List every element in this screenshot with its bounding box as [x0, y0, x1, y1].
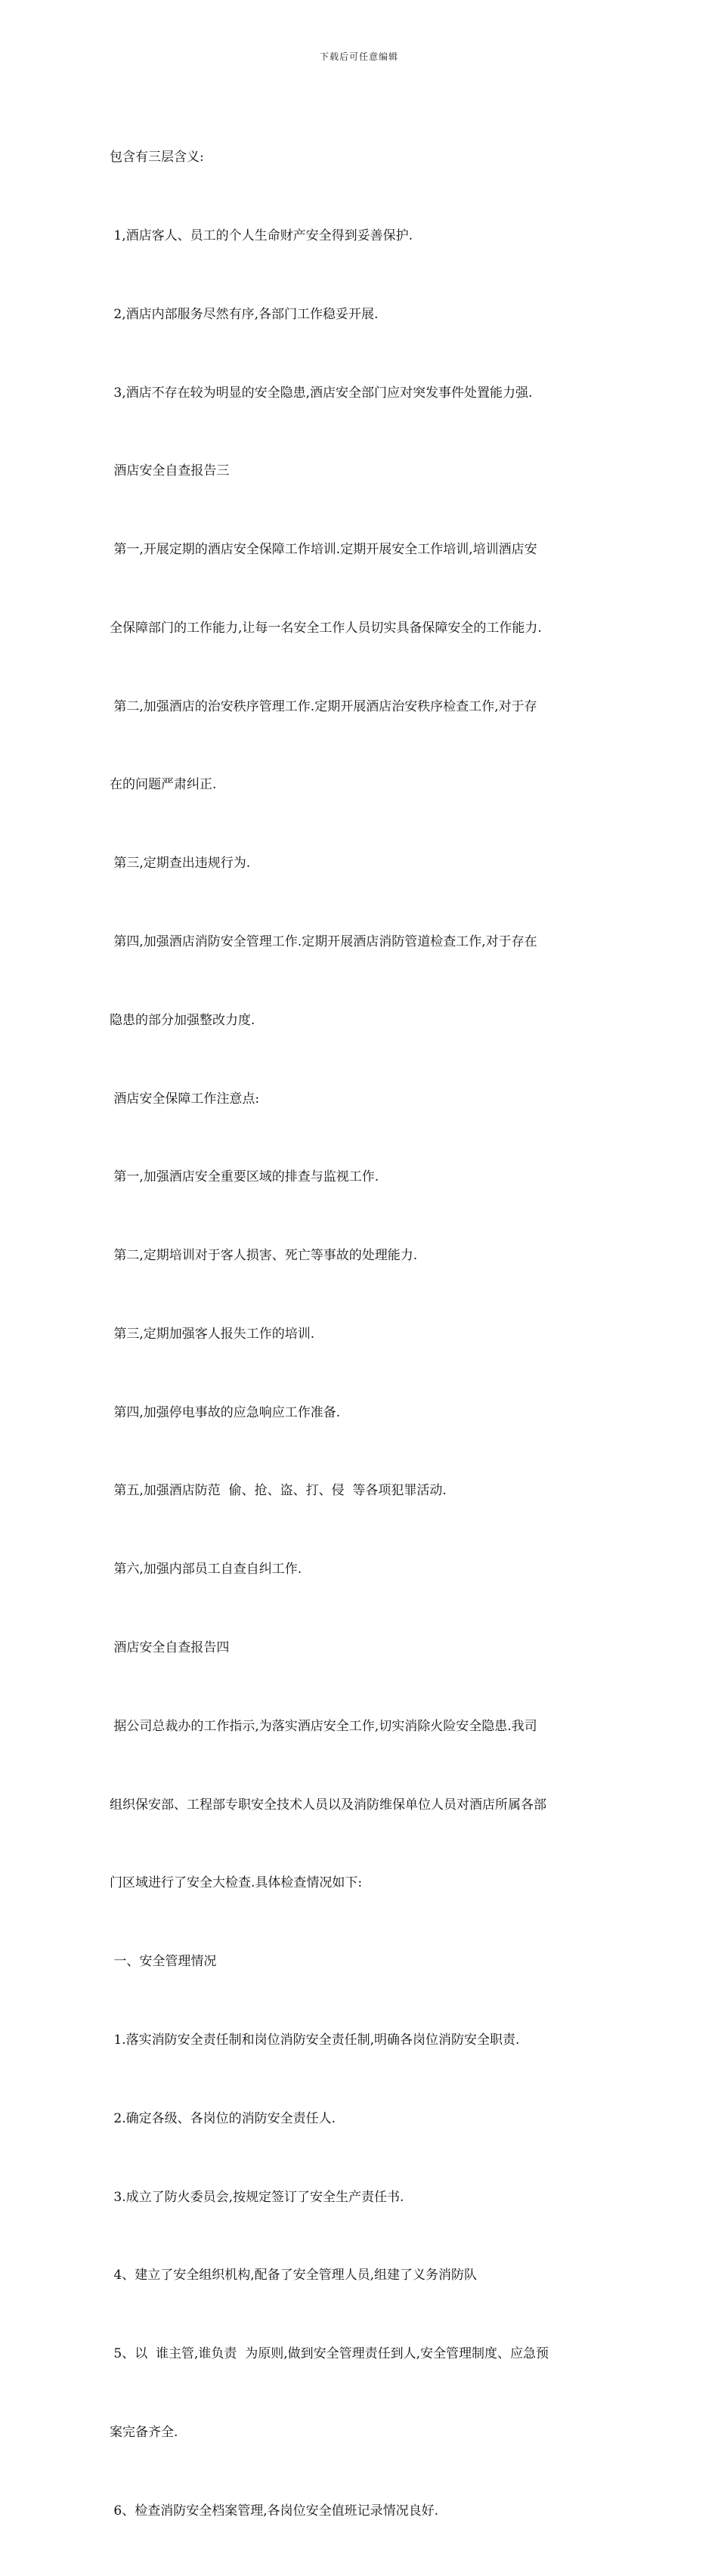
text-line: 5、以 谁主管,谁负责 为原则,做到安全管理责任到人,安全管理制度、应急预	[110, 2346, 549, 2362]
text-line: 1,酒店客人、员工的个人生命财产安全得到妥善保护.	[110, 228, 413, 243]
text-line: 第四,加强酒店消防安全管理工作.定期开展酒店消防管道检查工作,对于存在	[110, 934, 537, 949]
text-line: 门区域进行了安全大检查.具体检查情况如下:	[110, 1875, 363, 1891]
text-line: 1.落实消防安全责任制和岗位消防安全责任制,明确各岗位消防安全职责.	[110, 2032, 520, 2048]
text-line: 第三,定期加强客人报失工作的培训.	[110, 1326, 315, 1342]
text-line: 3.成立了防火委员会,按规定签订了安全生产责任书.	[110, 2189, 404, 2205]
text-line: 3,酒店不存在较为明显的安全隐患,酒店安全部门应对突发事件处置能力强.	[110, 385, 533, 401]
text-line: 6、检查消防安全档案管理,各岗位安全值班记录情况良好.	[110, 2503, 439, 2519]
section-heading: 酒店安全自查报告三	[110, 463, 230, 479]
text-line: 2,酒店内部服务尽然有序,各部门工作稳妥开展.	[110, 306, 379, 322]
text-line: 据公司总裁办的工作指示,为落实酒店安全工作,切实消除火险安全隐患.我司	[110, 1718, 537, 1734]
text-line: 组织保安部、工程部专职安全技术人员以及消防维保单位人员对酒店所属各部	[110, 1797, 546, 1813]
section-heading: 酒店安全自查报告四	[110, 1640, 230, 1656]
text-line: 案完备齐全.	[110, 2424, 178, 2440]
text-line: 隐患的部分加强整改力度.	[110, 1012, 255, 1028]
text-line: 第四,加强停电事故的应急响应工作准备.	[110, 1404, 341, 1420]
page-header: 下载后可任意编辑	[319, 51, 398, 62]
section-heading: 酒店安全保障工作注意点:	[110, 1091, 260, 1107]
text-line: 第一,加强酒店安全重要区域的排查与监视工作.	[110, 1169, 379, 1185]
text-line: 2.确定各级、各岗位的消防安全责任人.	[110, 2110, 336, 2126]
text-line: 第一,开展定期的酒店安全保障工作培训.定期开展安全工作培训,培训酒店安	[110, 542, 537, 558]
text-line: 第二,定期培训对于客人损害、死亡等事故的处理能力.	[110, 1248, 418, 1264]
text-line: 第五,加强酒店防范 偷、抢、盗、打、侵 等各项犯罪活动.	[110, 1483, 447, 1499]
text-line: 包含有三层含义:	[110, 150, 204, 166]
text-line: 4、建立了安全组织机构,配备了安全管理人员,组建了义务消防队	[110, 2268, 478, 2283]
text-line: 在的问题严肃纠正.	[110, 777, 217, 793]
text-line: 全保障部门的工作能力,让每一名安全工作人员切实具备保障安全的工作能力.	[110, 620, 542, 636]
text-line: 第三,定期查出违规行为.	[110, 856, 251, 872]
text-line: 第二,加强酒店的治安秩序管理工作.定期开展酒店治安秩序检查工作,对于存	[110, 698, 537, 714]
text-line: 第六,加强内部员工自查自纠工作.	[110, 1562, 302, 1577]
section-heading: 一、安全管理情况	[110, 1954, 217, 1970]
document-body	[110, 92, 616, 2576]
